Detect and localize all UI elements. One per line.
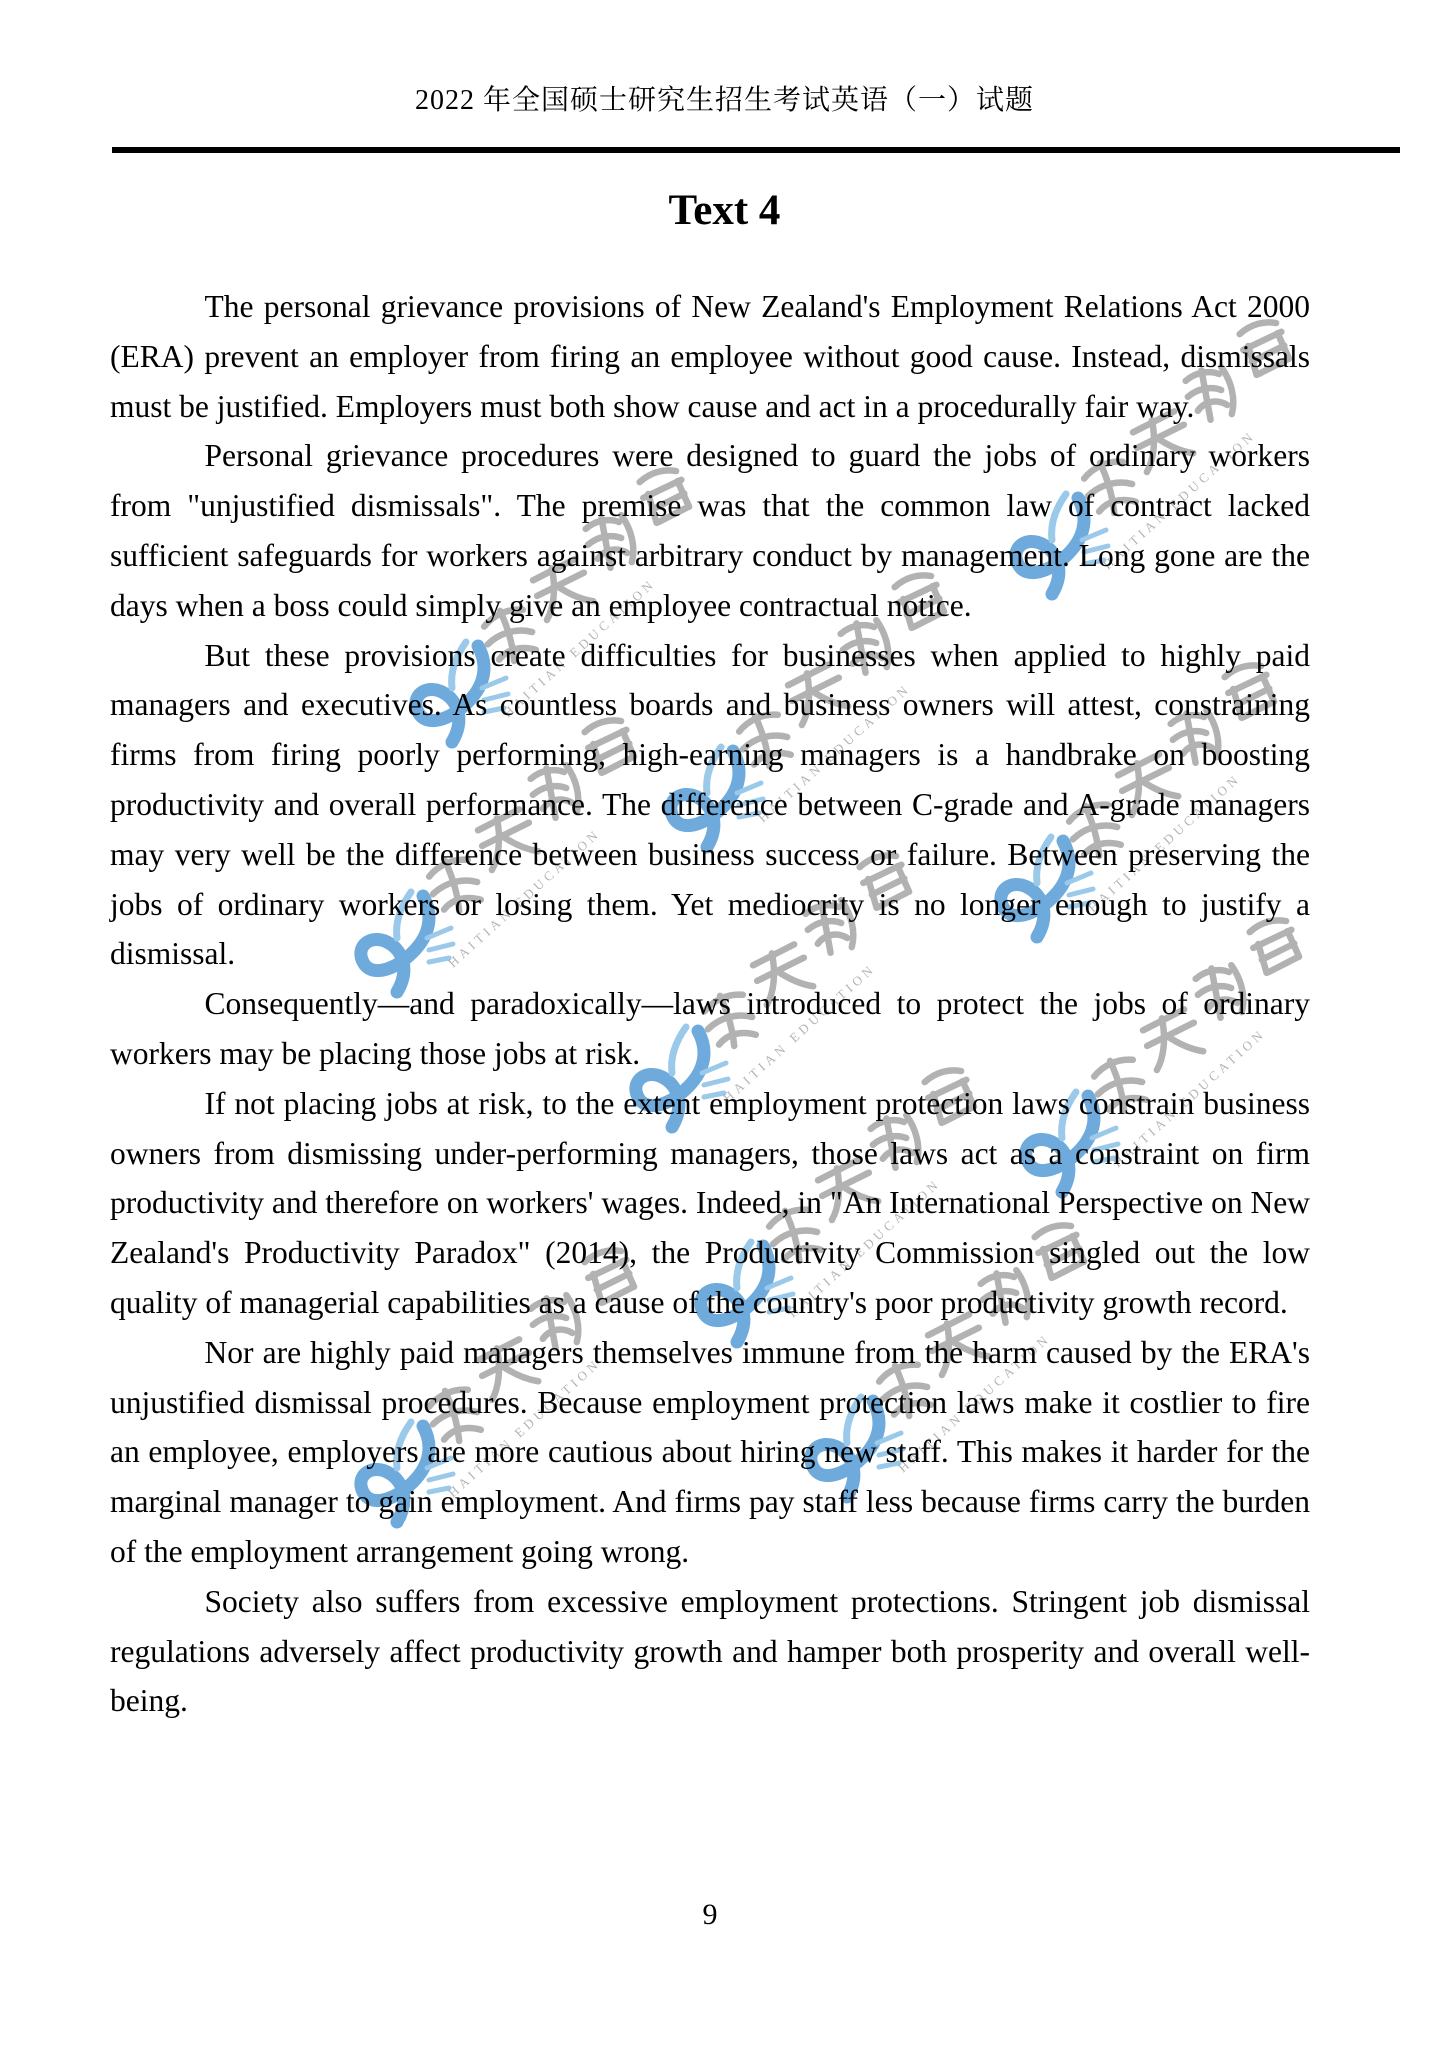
article-body xyxy=(110,282,1310,1726)
paragraph: Personal grievance procedures were designed to guard the jobs of ordinary workers from "unjustified dismissals". The premise was that the common law of contract lacked sufficient safeguards for workers against arbitrary conduct by management. Long gone are the days when a boss could simply give an employee contractual notice. xyxy=(110,438,1310,623)
paragraph: But these provisions create difficulties for businesses when applied to highly paid managers and executives. As countless boards and business owners will attest, constraining firms from firing poorly performing, high-earning managers is a handbrake on boosting productivity and overall performance. The difference between C-grade and A-grade managers may very well be the difference between business success or failure. Between preserving the jobs of ordinary workers or losing them. Yet mediocrity is no longer enough to justify a dismissal. xyxy=(110,637,1310,972)
watermark-caption: HAITIAN EDUCATION xyxy=(1084,770,1244,916)
text-title: Text 4 xyxy=(668,187,781,234)
watermark-caption: HAITIAN EDUCATION xyxy=(719,960,879,1106)
watermark-caption: HAITIAN EDUCATION xyxy=(1109,1025,1269,1171)
watermark-caption: HAITIAN EDUCATION xyxy=(894,1330,1054,1476)
watermark-caption: HAITIAN EDUCATION xyxy=(784,1175,944,1321)
header-rule xyxy=(112,147,1400,153)
paragraph: If not placing jobs at risk, to the extent employment protection laws constrain business owners from dismissing under-performing managers, those laws act as a constraint on firm productivity and therefore on workers' wages. Indeed, in "An International Perspective on New Zealand's Productivity Paradox" (2014), the Productivity Commission singled out the low quality of managerial capabilities as a cause of the country's poor productivity growth record. xyxy=(110,1085,1310,1320)
watermark-caption: HAITIAN EDUCATION xyxy=(754,680,914,826)
header-title: 2022 年全国硕士研究生招生考试英语（一）试题 xyxy=(414,85,1034,116)
paragraph: The personal grievance provisions of New Zealand's Employment Relations Act 2000 (ERA) prevent an employer from firing an employee without good cause. Instead, dismissals must be justified. Employers must both show cause and act in a procedurally fair way. xyxy=(110,289,1310,424)
paragraph: Nor are highly paid managers themselves immune from the harm caused by the ERA's unjustified dismissal procedures. Because employment protection laws make it costlier to fire an employee, employers are more cautious about hiring new staff. This makes it harder for the marginal manager to gain employment. And firms pay staff less because firms carry the burden of the employment arrangement going wrong. xyxy=(110,1334,1310,1569)
watermark-caption: HAITIAN EDUCATION xyxy=(1099,427,1259,573)
paragraph: Society also suffers from excessive employment protections. Stringent job dismissal regulations adversely affect productivity growth and hamper both prosperity and overall well-being. xyxy=(110,1583,1310,1719)
page-number: 9 xyxy=(702,1898,718,1931)
watermark-caption: HAITIAN EDUCATION xyxy=(444,825,604,971)
paragraph: Consequently—and paradoxically—laws introduced to protect the jobs of ordinary workers may be placing those jobs at risk. xyxy=(110,986,1310,1071)
watermark-caption: HAITIAN EDUCATION xyxy=(499,575,659,721)
watermark-caption: HAITIAN EDUCATION xyxy=(444,1355,604,1501)
